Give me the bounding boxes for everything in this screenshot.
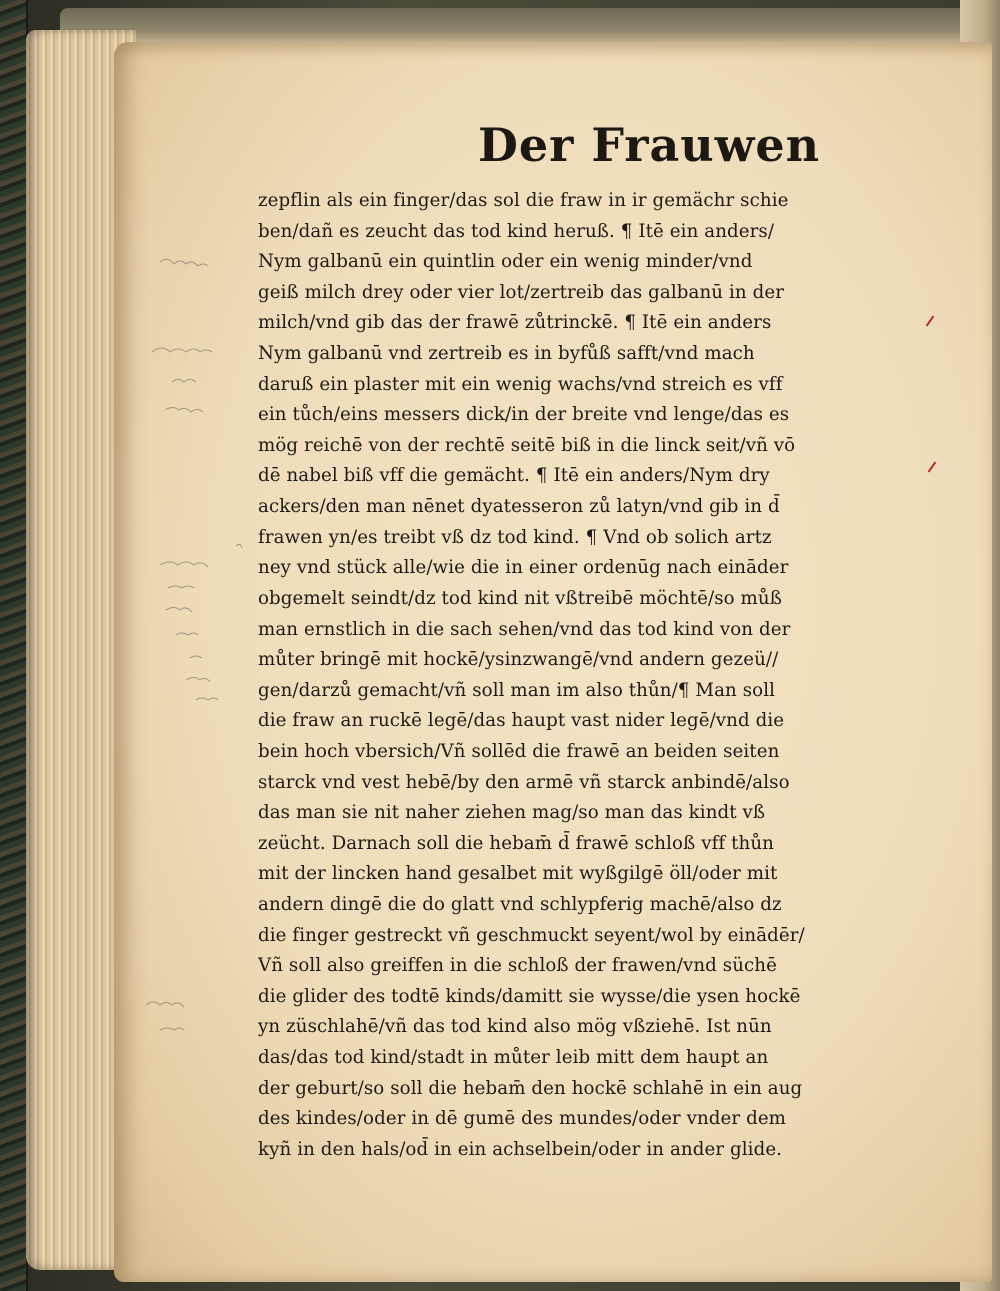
body-text bbox=[258, 186, 930, 1166]
text-line: ein tůch/eins messers dick/in der breite vnd lenge/das es bbox=[258, 404, 790, 426]
text-line: ben/dañ es zeucht das tod kind heruß. ¶ Itē ein anders/ bbox=[258, 220, 775, 242]
text-line: frawen yn/es treibt vß dz tod kind. ¶ Vnd ob solich artz bbox=[258, 526, 772, 548]
text-line: das/das tod kind/stadt in můter leib mitt dem haupt an bbox=[258, 1047, 769, 1069]
text-line: obgemelt seindt/dz tod kind nit vßtreibē möchtē/so můß bbox=[258, 587, 782, 609]
text-line: das man sie nit naher ziehen mag/so man das kindt vß bbox=[258, 802, 766, 824]
text-line: Nym galbanū vnd zertreib es in byfůß safft/vnd mach bbox=[258, 343, 755, 365]
text-line: yn züschlahē/vñ das tod kind also mög vßziehē. Ist nūn bbox=[258, 1016, 772, 1038]
text-line: ney vnd stück alle/wie die in einer ordenūg nach eināder bbox=[258, 557, 789, 579]
text-line: Nym galbanū ein quintlin oder ein wenig minder/vnd bbox=[258, 251, 753, 273]
marbled-board bbox=[0, 0, 28, 1291]
page-title: Der Frauwen bbox=[478, 118, 821, 172]
text-line: gen/darzů gemacht/vñ soll man im also thůn/¶ Man soll bbox=[258, 679, 776, 701]
text-line: der geburt/so soll die hebam̄ den hockē schlahē in ein aug bbox=[258, 1077, 803, 1099]
text-line: dē nabel biß vff die gemächt. ¶ Itē ein anders/Nym dry bbox=[258, 465, 770, 487]
text-line: starck vnd vest hebē/by den armē vñ starck anbindē/also bbox=[258, 771, 790, 793]
text-line: kyñ in den hals/od̄ in ein achselbein/oder in ander glide. bbox=[258, 1138, 783, 1160]
text-line: bein hoch vbersich/Vñ sollēd die frawē an beiden seiten bbox=[258, 740, 780, 762]
text-line: man ernstlich in die sach sehen/vnd das tod kind von der bbox=[258, 618, 791, 640]
text-line: ackers/den man nēnet dyatesseron zů latyn/vnd gib in d̄ bbox=[258, 496, 780, 518]
text-line: die glider des todtē kinds/damitt sie wysse/die ysen hockē bbox=[258, 985, 801, 1007]
text-line: milch/vnd gib das der frawē zůtrinckē. ¶ Itē ein anders bbox=[258, 312, 772, 334]
text-line: die fraw an ruckē legē/das haupt vast nider legē/vnd die bbox=[258, 710, 785, 732]
text-line: daruß ein plaster mit ein wenig wachs/vnd streich es vff bbox=[258, 373, 783, 395]
text-line: andern dingē die do glatt vnd schlypferig machē/also dz bbox=[258, 894, 782, 916]
text-line: můter bringē mit hockē/ysinzwangē/vnd andern gezeü// bbox=[258, 649, 779, 671]
text-line: geiß milch drey oder vier lot/zertreib das galbanū in der bbox=[258, 281, 784, 303]
text-line: zepflin als ein finger/das sol die fraw in ir gemächr schie bbox=[258, 190, 789, 211]
text-line: zeücht. Darnach soll die hebam̄ d̄ frawē schloß vff thůn bbox=[258, 832, 774, 854]
text-line: Vñ soll also greiffen in die schloß der frawen/vnd süchē bbox=[258, 955, 777, 977]
text-line: mit der lincken hand gesalbet mit wyßgilgē öll/oder mit bbox=[258, 863, 778, 885]
text-line: des kindes/oder in dē gumē des mundes/oder vnder dem bbox=[258, 1108, 787, 1130]
text-line: die finger gestreckt vñ geschmuckt seyent/wol by einādēr/ bbox=[258, 924, 805, 946]
text-line: mög reichē von der rechtē seitē biß in die linck seit/vñ vō bbox=[258, 434, 796, 456]
